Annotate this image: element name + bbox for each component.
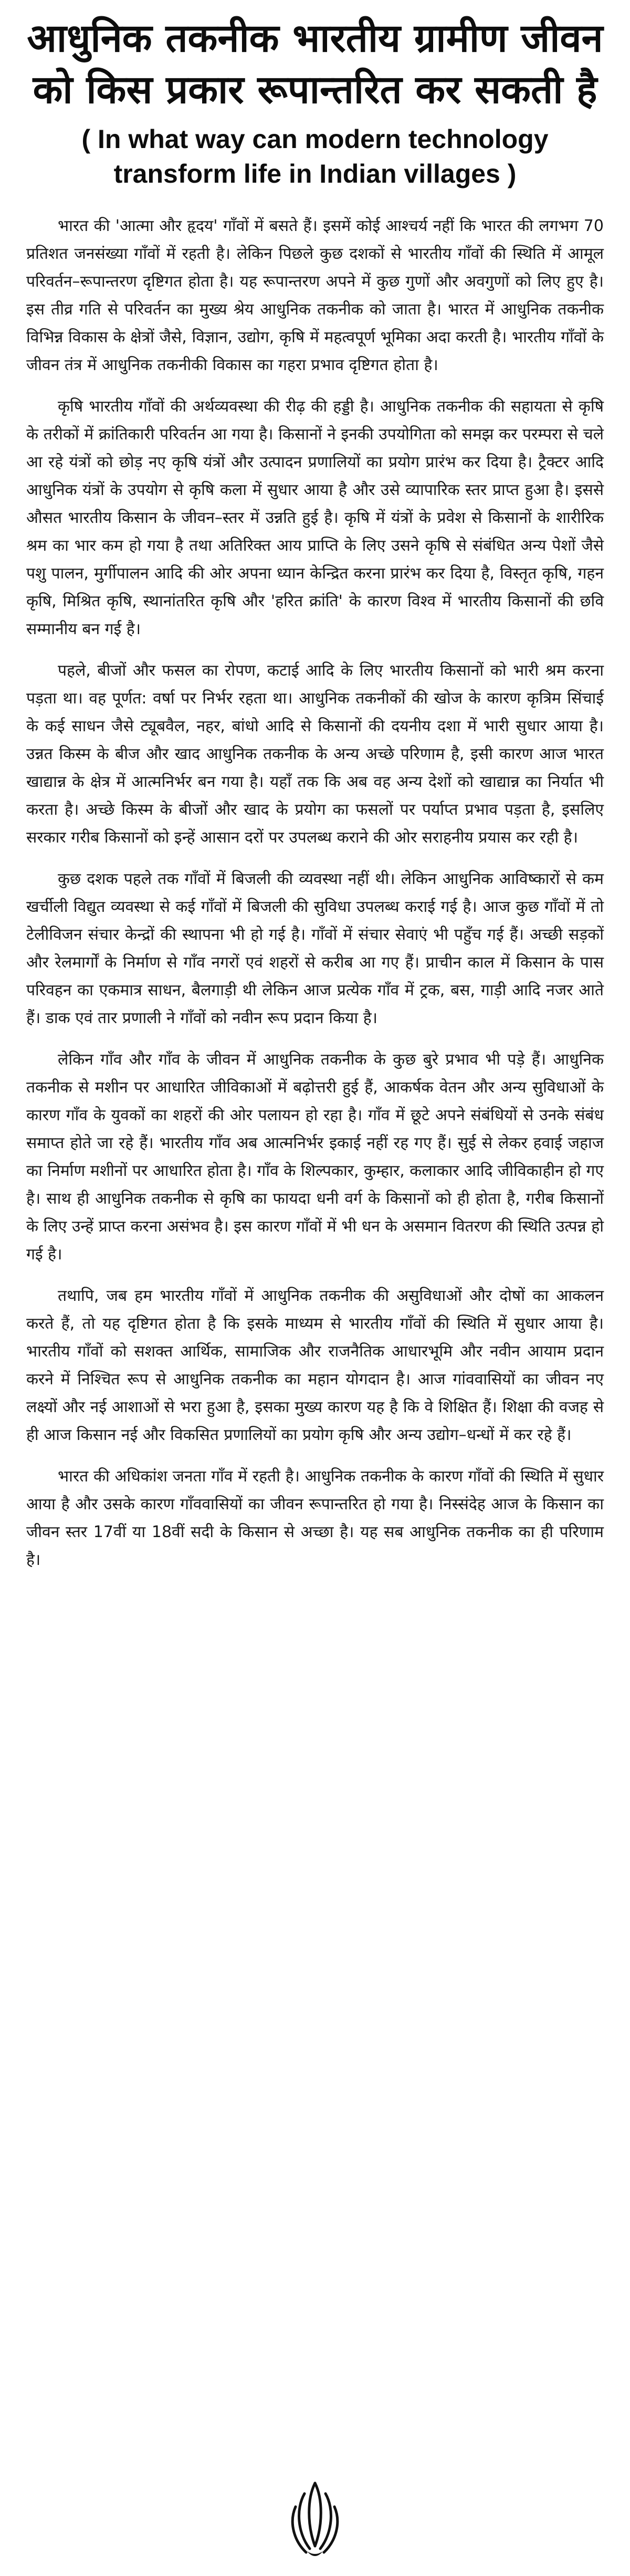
paragraph-2: कृषि भारतीय गाँवों की अर्थव्यवस्था की रीढ़ की हड्डी है। आधुनिक तकनीक की सहायता से कृषि के तरीकों में क्रांतिकारी परिवर्तन आ गया है। किसानों ने इनकी उपयोगिता को समझ कर परम्परा से चले आ रहे यंत्रों को छोड़ नए कृषि यंत्रों और उत्पादन प्रणालियों का प्रयोग प्रारंभ कर दिया है। ट्रैक्टर आदि आधुनिक यंत्रों के उपयोग से कृषि कला में सुधार आया है और उसे व्यापारिक स्तर प्राप्त हुआ है। इससे औसत भारतीय किसान के जीवन–स्तर में उन्नति हुई है। कृषि में यंत्रों के प्रवेश से किसानों के शारीरिक श्रम का भार कम हो गया है तथा अतिरिक्त आय प्राप्ति के लिए उसने कृषि से संबंधित अन्य पेशों जैसे पशु पालन, मुर्गीपालन आदि की ओर अपना ध्यान केन्द्रित करना प्रारंभ कर दिया है, विस्तृत कृषि, गहन कृषि, मिश्रित कृषि, स्थानांतरित कृषि और 'हरित क्रांति' के कारण विश्व में भारतीय किसानों की छवि सम्मानीय बन गई है। (26, 397, 604, 638)
page-subtitle: ( In what way can modern technology transform life in Indian villages ) (81, 124, 549, 188)
paragraph-6: तथापि, जब हम भारतीय गाँवों में आधुनिक तकनीक की असुविधाओं और दोषों का आकलन करते हैं, तो यह दृष्टिगत होता है कि इसके माध्यम से भारतीय गाँवों की स्थिति में सुधार आया है। भारतीय गाँवों को सशक्त आर्थिक, सामाजिक और राजनैतिक आधारभूमि और नवीन आयाम प्रदान करने में निश्चित रूप से आधुनिक तकनीक का महान योगदान है। आज गांववासियों का जीवन नए लक्ष्यों और नई आशाओं से भरा हुआ है, इसका मुख्य कारण यह है कि वे शिक्षित हैं। शिक्षा की वजह से ही आज किसान नई और विकसित प्रणालियों का प्रयोग कृषि और अन्य उद्योग–धन्धों में कर रहे हैं। (26, 1287, 604, 1444)
paragraph-4: कुछ दशक पहले तक गाँवों में बिजली की व्यवस्था नहीं थी। लेकिन आधुनिक आविष्कारों से कम खर्चीली विद्युत व्यवस्था से कई गाँवों में बिजली की सुविधा उपलब्ध कराई गई है। आज कुछ गाँवों में तो टेलीविजन संचार केन्द्रों की स्थापना भी हो गई है। गाँवों में संचार सेवाएं भी पहुँच गई हैं। अच्छी सड़कों और रेलमार्गों के निर्माण से गाँव नगरों एवं शहरों से करीब आ गए हैं। प्राचीन काल में किसान के पास परिवहन का एकमात्र साधन, बैलगाड़ी थी लेकिन आज प्रत्येक गाँव में ट्रक, बस, गाड़ी आदि नजर आते हैं। डाक एवं तार प्रणाली ने गाँवों को नवीन रूप प्रदान किया है। (26, 870, 604, 1027)
paragraph-7: भारत की अधिकांश जनता गाँव में रहती है। आधुनिक तकनीक के कारण गाँवों की स्थिति में सुधार आया है और उसके कारण गाँववासियों का जीवन रूपान्तरित हो गया है। निस्संदेह आज के किसान का जीवन स्तर 17वीं या 18वीं सदी के किसान से अच्छा है। यह सब आधुनिक तकनीक का ही परिणाम है। (26, 1467, 604, 1569)
paragraph-3: पहले, बीजों और फसल का रोपण, कटाई आदि के लिए भारतीय किसानों को भारी श्रम करना पड़ता था। वह पूर्णत: वर्षा पर निर्भर रहता था। आधुनिक तकनीकों की खोज के कारण कृत्रिम सिंचाई के कई साधन जैसे ट्यूबवैल, नहर, बांधो आदि से किसानों की दयनीय दशा में भारी सुधार आया है। उन्नत किस्म के बीज और खाद आधुनिक तकनीक के अन्य अच्छे परिणाम है, इसी कारण आज भारत खाद्यान्न के क्षेत्र में आत्मनिर्भर बन गया है। यहाँ तक कि अब वह अन्य देशों को खाद्यान्न का निर्यात भी करता है। अच्छे किस्म के बीजों और खाद के प्रयोग का फसलों पर पर्याप्त प्रभाव पड़ता है, इसलिए सरकार गरीब किसानों को इन्हें आसान दरों पर उपलब्ध कराने की ओर सराहनीय प्रयास कर रही है। (26, 661, 604, 847)
paragraph-5: लेकिन गाँव और गाँव के जीवन में आधुनिक तकनीक के कुछ बुरे प्रभाव भी पड़े हैं। आधुनिक तकनीक से मशीन पर आधारित जीविकाओं में बढ़ोत्तरी हुई हैं, आकर्षक वेतन और अन्य सुविधाओं के कारण गाँव के युवकों का शहरों की ओर पलायन हो रहा है। गाँव में छूटे अपने संबंधियों से उनके संबंध समाप्त होते जा रहे हैं। भारतीय गाँव अब आत्मनिर्भर इकाई नहीं रह गए हैं। सुई से लेकर हवाई जहाज का निर्माण मशीनों पर आधारित होता है। गाँव के शिल्पकार, कुम्हार, कलाकार आदि जीविकाहीन हो गए है। साथ ही आधुनिक तकनीक से कृषि का फायदा धनी वर्ग के किसानों को ही होता है, गरीब किसानों के लिए उन्हें प्राप्त करना असंभव है। इस कारण गाँवों में भी धन के असमान वितरण की स्थिति उत्पन्न हो गई है। (26, 1050, 604, 1264)
page-title: आधुनिक तकनीक भारतीय ग्रामीण जीवन को किस प्रकार रूपान्तरित कर सकती है (27, 16, 603, 112)
paragraph-1: भारत की 'आत्मा और हृदय' गाँवों में बसते हैं। इसमें कोई आश्चर्य नहीं कि भारत की लगभग 70 प्रतिशत जनसंख्या गाँवों में रहती है। लेकिन पिछले कुछ दशकों से भारतीय गाँवों की स्थिति में आमूल परिवर्तन–रूपान्तरण दृष्टिगत होता है। यह रूपान्तरण अपने में कुछ गुणों और अवगुणों को लिए हुए है। इस तीव्र गति से परिवर्तन का मुख्य श्रेय आधुनिक तकनीक को जाता है। भारत में आधुनिक तकनीक विभिन्न विकास के क्षेत्रों जैसे, विज्ञान, उद्योग, कृषि में महत्वपूर्ण भूमिका अदा करती है। भारतीय गाँवों के जीवन तंत्र में आधुनिक तकनीकी विकास का गहरा प्रभाव दृष्टिगत होता है। (26, 217, 604, 374)
essay-body (26, 212, 604, 1574)
decorative-flourish-icon (286, 2478, 344, 2562)
